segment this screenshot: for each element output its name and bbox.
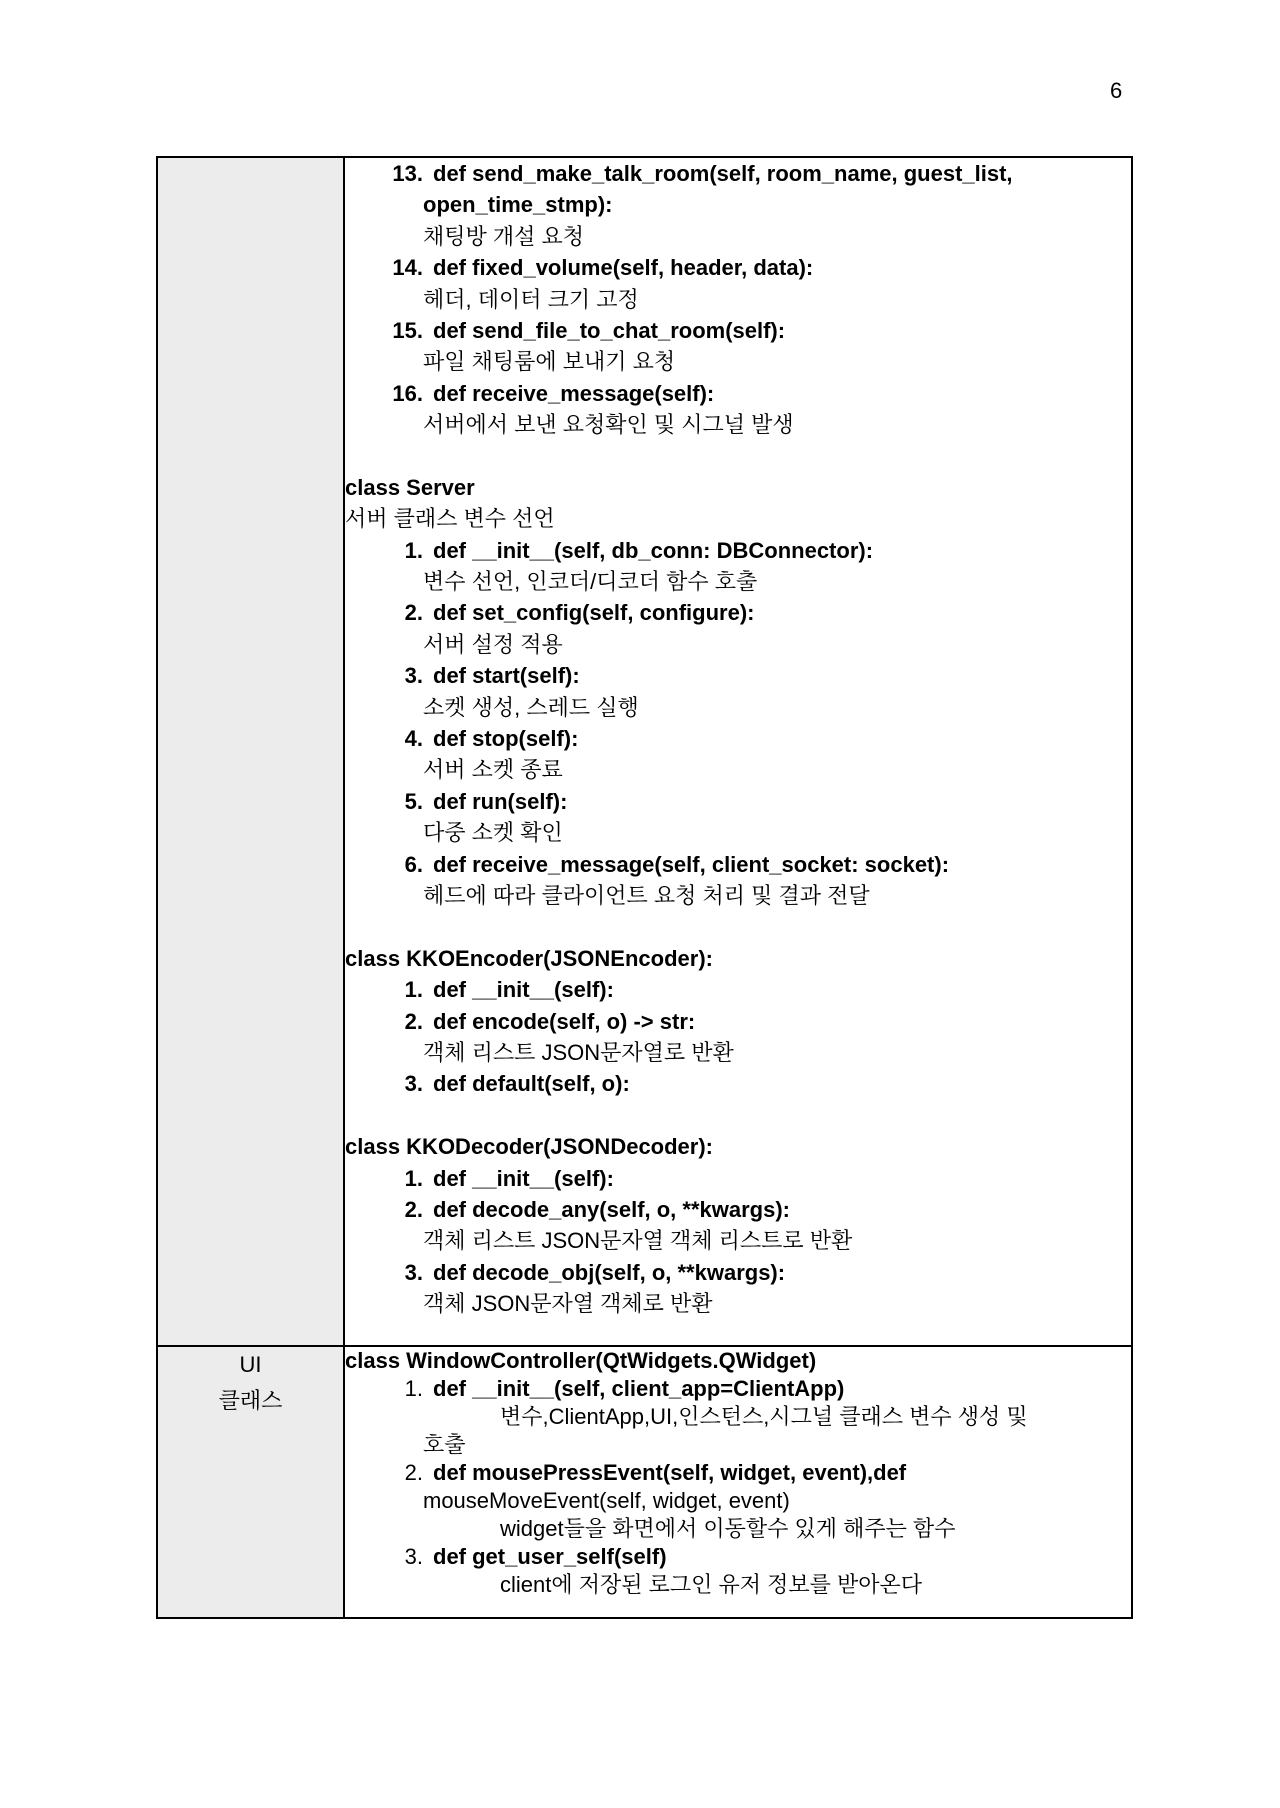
list-number: 3. xyxy=(404,1544,423,1569)
list-number: 13. xyxy=(392,161,423,186)
description-text: 소켓 생성, 스레드 실행 xyxy=(423,694,639,720)
method-signature: def set_config(self, configure): xyxy=(433,600,755,626)
list-item xyxy=(345,1257,1131,1288)
list-item xyxy=(345,1459,1131,1487)
method-signature: def mousePressEvent(self, widget, event),def xyxy=(433,1460,907,1485)
code-description-cell xyxy=(344,157,1132,1346)
spacer xyxy=(345,441,1131,472)
list-item xyxy=(345,660,1131,691)
description-text: client에 저장된 로그인 유저 정보를 받아온다 xyxy=(500,1572,922,1597)
description-text: 객체 JSON문자열 객체로 반환 xyxy=(423,1291,713,1317)
list-number: 1. xyxy=(404,977,423,1003)
list-number: 1. xyxy=(404,1376,423,1401)
method-signature: def decode_any(self, o, **kwargs): xyxy=(433,1196,790,1222)
description-text: 변수 선언, 인코더/디코더 함수 호출 xyxy=(423,569,758,595)
class-heading: class Server xyxy=(345,474,475,500)
description-text: 헤더, 데이터 크기 고정 xyxy=(423,286,639,312)
label-cell-empty xyxy=(157,157,344,1346)
ui-class-description-cell xyxy=(344,1346,1132,1618)
description-text: 서버에서 보낸 요청확인 및 시그널 발생 xyxy=(423,412,794,438)
table-row xyxy=(157,1346,1132,1618)
class-heading: 서버 클래스 변수 선언 xyxy=(345,506,555,532)
list-number: 2. xyxy=(404,1008,423,1034)
method-signature: def fixed_volume(self, header, data): xyxy=(433,255,814,281)
list-number: 5. xyxy=(404,788,423,814)
list-number: 3. xyxy=(404,663,423,689)
list-number: 15. xyxy=(392,317,423,343)
list-item xyxy=(345,252,1131,283)
list-number: 6. xyxy=(404,851,423,877)
list-number: 2. xyxy=(404,1460,423,1485)
method-signature: def stop(self): xyxy=(433,726,579,752)
label-class: 클래스 xyxy=(218,1388,283,1413)
description-text: 객체 리스트 JSON문자열 객체 리스트로 반환 xyxy=(423,1228,853,1254)
method-signature: def receive_message(self): xyxy=(433,380,715,406)
description-text: 헤드에 따라 클라이언트 요청 처리 및 결과 전달 xyxy=(423,882,870,908)
description-text: widget들을 화면에서 이동할수 있게 해주는 함수 xyxy=(500,1516,956,1541)
list-item xyxy=(345,723,1131,754)
list-number: 3. xyxy=(404,1071,423,1097)
description-text: 변수,ClientApp,UI,인스턴스,시그널 클래스 변수 생성 및 xyxy=(500,1404,1028,1429)
description-text: 다중 소켓 확인 xyxy=(423,820,563,846)
method-signature: def get_user_self(self) xyxy=(433,1544,667,1569)
list-item xyxy=(345,1068,1131,1099)
method-signature: def receive_message(self, client_socket: socket): xyxy=(433,851,950,877)
list-number: 1. xyxy=(404,1165,423,1191)
method-signature: def encode(self, o) -> str: xyxy=(433,1008,696,1034)
list-item xyxy=(345,974,1131,1005)
list-item xyxy=(345,849,1131,880)
list-item xyxy=(345,786,1131,817)
list-item xyxy=(345,158,1131,189)
list-item xyxy=(345,535,1131,566)
spacer xyxy=(345,1100,1131,1131)
list-item xyxy=(345,597,1131,628)
method-signature: def default(self, o): xyxy=(433,1071,630,1097)
list-number: 3. xyxy=(404,1259,423,1285)
description-text: 호출 xyxy=(423,1432,466,1457)
page-number: 6 xyxy=(1110,78,1123,103)
method-signature: def __init__(self): xyxy=(433,1165,614,1191)
label-cell-ui-class xyxy=(157,1346,344,1618)
method-signature: def run(self): xyxy=(433,788,568,814)
method-signature: def send_file_to_chat_room(self): xyxy=(433,317,786,343)
class-heading: class WindowController(QtWidgets.QWidget) xyxy=(345,1348,817,1373)
description-text: 채팅방 개설 요청 xyxy=(423,223,584,249)
class-heading: class KKOEncoder(JSONEncoder): xyxy=(345,945,713,971)
spacer xyxy=(345,911,1131,942)
label-ui: UI xyxy=(239,1352,262,1377)
list-item xyxy=(345,378,1131,409)
description-text: 서버 소켓 종료 xyxy=(423,757,563,783)
list-number: 14. xyxy=(392,255,423,281)
description-text: 서버 설정 적용 xyxy=(423,631,563,657)
class-heading: class KKODecoder(JSONDecoder): xyxy=(345,1134,714,1160)
list-number: 1. xyxy=(404,537,423,563)
description-text: 객체 리스트 JSON문자열로 반환 xyxy=(423,1039,734,1065)
method-signature: def send_make_talk_room(self, room_name, guest_list, xyxy=(433,161,1013,186)
list-item xyxy=(345,1163,1131,1194)
list-number: 2. xyxy=(404,600,423,626)
method-signature: def __init__(self, client_app=ClientApp) xyxy=(433,1376,845,1401)
list-item xyxy=(345,315,1131,346)
list-item xyxy=(345,1006,1131,1037)
content-table xyxy=(156,156,1133,1619)
table-row xyxy=(157,157,1132,1346)
description-text: 파일 채팅룸에 보내기 요청 xyxy=(423,349,676,375)
description-text: open_time_stmp): xyxy=(423,192,613,218)
list-number: 2. xyxy=(404,1196,423,1222)
list-item xyxy=(345,1194,1131,1225)
method-signature: def decode_obj(self, o, **kwargs): xyxy=(433,1259,786,1285)
list-number: 16. xyxy=(392,380,423,406)
method-signature: def start(self): xyxy=(433,663,580,689)
method-signature: def __init__(self, db_conn: DBConnector): xyxy=(433,537,874,563)
method-signature: def __init__(self): xyxy=(433,977,614,1003)
description-text: mouseMoveEvent(self, widget, event) xyxy=(423,1488,790,1513)
list-item xyxy=(345,1543,1131,1571)
list-item xyxy=(345,1375,1131,1403)
list-number: 4. xyxy=(404,726,423,752)
